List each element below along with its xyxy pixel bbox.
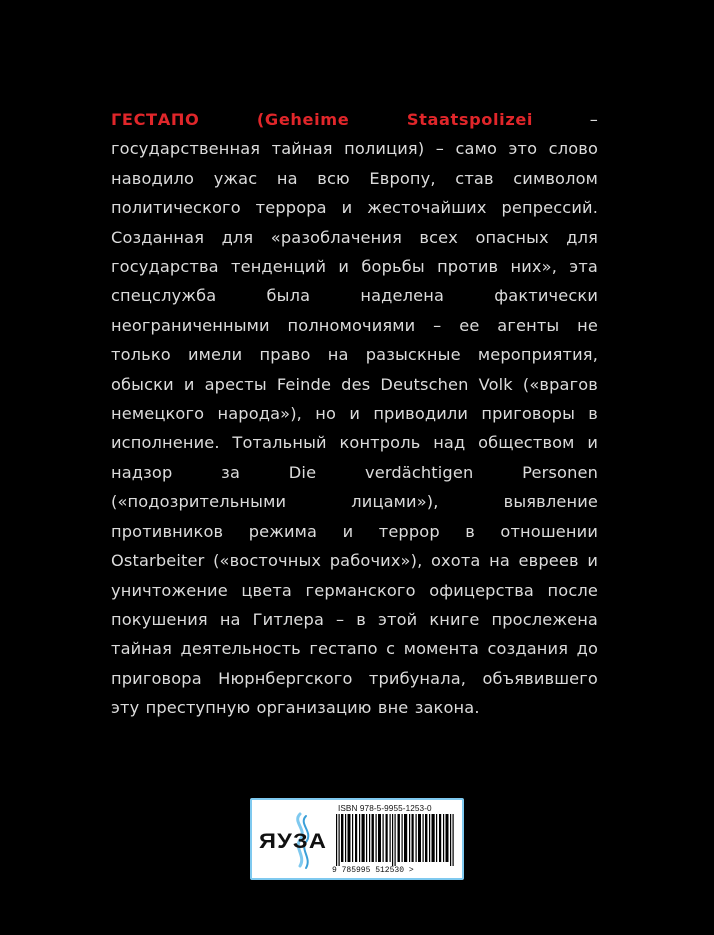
blurb-paragraph — [111, 105, 598, 723]
title-term: ГЕСТАПО (Geheime Staatspolizei — [111, 110, 534, 129]
blurb-body: – государственная тайная полиция) – само это слово наводило ужас на всю Европу, став символом политического террора и жесточайших репрессий. Созданная для «разоблачения всех опасных для государства тенденций и борьбы против них», эта спецслужба была наделена фактически неограниченными полномочиями – ее агенты не только имели право на разыскные мероприятия, обыски и аресты Feinde des Deutschen Volk («врагов немецкого народа»), но и приводили приговоры в исполнение. Тотальный контроль над обществом и надзор за Die verdächtigen Personen («подозрительными лицами»), выявление противников режима и террор в отношении Ostarbeiter («восточных рабочих»), охота на евреев и уничтожение цвета германского офицерства после покушения на Гитлера – в этой книге прослежена тайная деятельность гестапо с момента создания до приговора Нюрнбергского трибунала, объявившего эту преступную организацию вне закона. — [111, 110, 598, 718]
barcode-sticker — [250, 798, 464, 880]
publisher-logo-text: ЯУЗА — [259, 830, 327, 853]
yauza-wave-logo-icon — [256, 808, 334, 872]
barcode-digits: 9 785995 512530 > — [332, 866, 414, 875]
barcode-icon — [332, 814, 460, 866]
isbn-number: ISBN 978-5-9955-1253-0 — [338, 804, 432, 813]
